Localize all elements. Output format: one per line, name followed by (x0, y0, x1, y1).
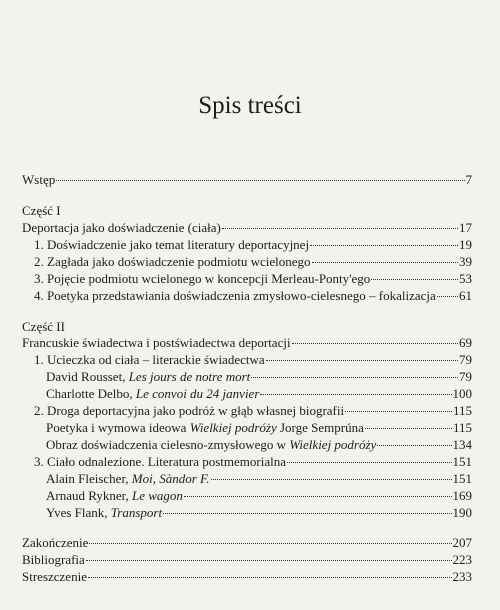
dot-leader (345, 411, 452, 412)
toc-entry-label: 1. Ucieczka od ciała – literackie świadectwa (34, 352, 265, 367)
dot-leader (211, 479, 452, 480)
toc-entry-part2-main (22, 335, 472, 351)
toc-entry-page: 100 (452, 386, 472, 401)
toc-entry-page: 223 (452, 552, 472, 567)
toc-entry (34, 271, 472, 287)
toc-entry-streszczenie (22, 569, 472, 585)
dot-leader (292, 343, 458, 344)
toc-entry-label: 3. Ciało odnalezione. Literatura postmemorialna (34, 454, 286, 469)
toc-entry-label: Bibliografia (22, 552, 85, 567)
toc-subentry (46, 386, 472, 402)
toc-entry-page: 79 (459, 352, 472, 367)
toc-entry-page: 134 (452, 437, 472, 452)
dot-leader (266, 360, 458, 361)
toc-entry (34, 403, 472, 419)
toc-subentry (46, 420, 472, 436)
toc-entry-label: Yves Flank, Transport (46, 505, 163, 520)
toc-entry-page: 115 (452, 420, 472, 435)
part-heading: Część II (22, 319, 65, 334)
toc-entry-page: 19 (459, 237, 472, 252)
dot-leader (89, 543, 451, 544)
toc-entry-label: 2. Zagłada jako doświadczenie podmiotu wcielonego (34, 254, 311, 269)
toc-entry-page: 115 (452, 403, 472, 418)
dot-leader (56, 180, 464, 181)
toc-entry-wstep (22, 172, 472, 188)
dot-leader (310, 245, 458, 246)
toc-entry (34, 454, 472, 470)
toc-entry-label: Obraz doświadczenia cielesno-zmysłowego w Wielkiej podróży (46, 437, 377, 452)
toc-entry-page: 17 (459, 220, 472, 235)
toc-subentry (46, 471, 472, 487)
dot-leader (184, 496, 452, 497)
dot-leader (365, 428, 452, 429)
toc-entry-page: 69 (459, 335, 472, 350)
toc-entry-label: Streszczenie (22, 569, 87, 584)
toc-entry-label: 1. Doświadczenie jako temat literatury deportacyjnej (34, 237, 310, 252)
dot-leader (86, 560, 452, 561)
toc-entry (34, 237, 472, 253)
dot-leader (163, 513, 451, 514)
toc-entry-label: 2. Droga deportacyjna jako podróż w głąb własnej biografii (34, 403, 345, 418)
toc-entry-label: 3. Pojęcie podmiotu wcielonego w koncepcji Merleau-Ponty'ego (34, 271, 371, 286)
dot-leader (251, 377, 458, 378)
toc-entry-label: David Rousset, Les jours de notre mort (46, 369, 251, 384)
dot-leader (88, 577, 452, 578)
dot-leader (437, 296, 458, 297)
page-title: Spis treści (198, 92, 302, 119)
toc-entry-page: 207 (452, 535, 472, 550)
toc-entry-page: 7 (465, 172, 472, 187)
toc-entry-page: 79 (459, 369, 472, 384)
toc-subentry (46, 437, 472, 453)
toc-entry-label: Zakończenie (22, 535, 89, 550)
toc-entry-page: 151 (452, 471, 472, 486)
toc-subentry (46, 369, 472, 385)
toc-entry-page: 151 (452, 454, 472, 469)
toc-entry (34, 288, 472, 304)
toc-entry-label: Wstęp (22, 172, 56, 187)
toc-entry (34, 254, 472, 270)
part-heading: Część I (22, 203, 61, 218)
toc-subentry (46, 488, 472, 504)
toc-entry-page: 169 (452, 488, 472, 503)
toc-entry-bibliografia (22, 552, 472, 568)
toc-entry-page: 233 (452, 569, 472, 584)
toc-entry-label: Poetyka i wymowa ideowa Wielkiej podróży Jorge Semprúna (46, 420, 364, 435)
toc-entry-page: 61 (459, 288, 472, 303)
toc-entry-label: Charlotte Delbo, Le convoi du 24 janvier (46, 386, 260, 401)
toc-entry-label: Deportacja jako doświadczenie (ciała) (22, 220, 221, 235)
toc-entry-page: 53 (459, 271, 472, 286)
toc-entry-part1-main (22, 220, 472, 236)
toc-entry-zakonczenie (22, 535, 472, 551)
dot-leader (371, 279, 458, 280)
toc-entry (34, 352, 472, 368)
dot-leader (377, 445, 451, 446)
toc-subentry (46, 505, 472, 521)
dot-leader (287, 462, 452, 463)
toc-entry-label: 4. Poetyka przedstawiania doświadczenia zmysłowo-cielesnego – fokalizacja (34, 288, 436, 303)
toc-entry-page: 190 (452, 505, 472, 520)
dot-leader (260, 394, 451, 395)
toc-entry-label: Alain Fleischer, Moi, Sàndor F. (46, 471, 210, 486)
toc-entry-label: Francuskie świadectwa i postświadectwa deportacji (22, 335, 291, 350)
toc-entry-label: Arnaud Rykner, Le wagon (46, 488, 183, 503)
dot-leader (222, 228, 458, 229)
toc-entry-page: 39 (459, 254, 472, 269)
dot-leader (312, 262, 458, 263)
